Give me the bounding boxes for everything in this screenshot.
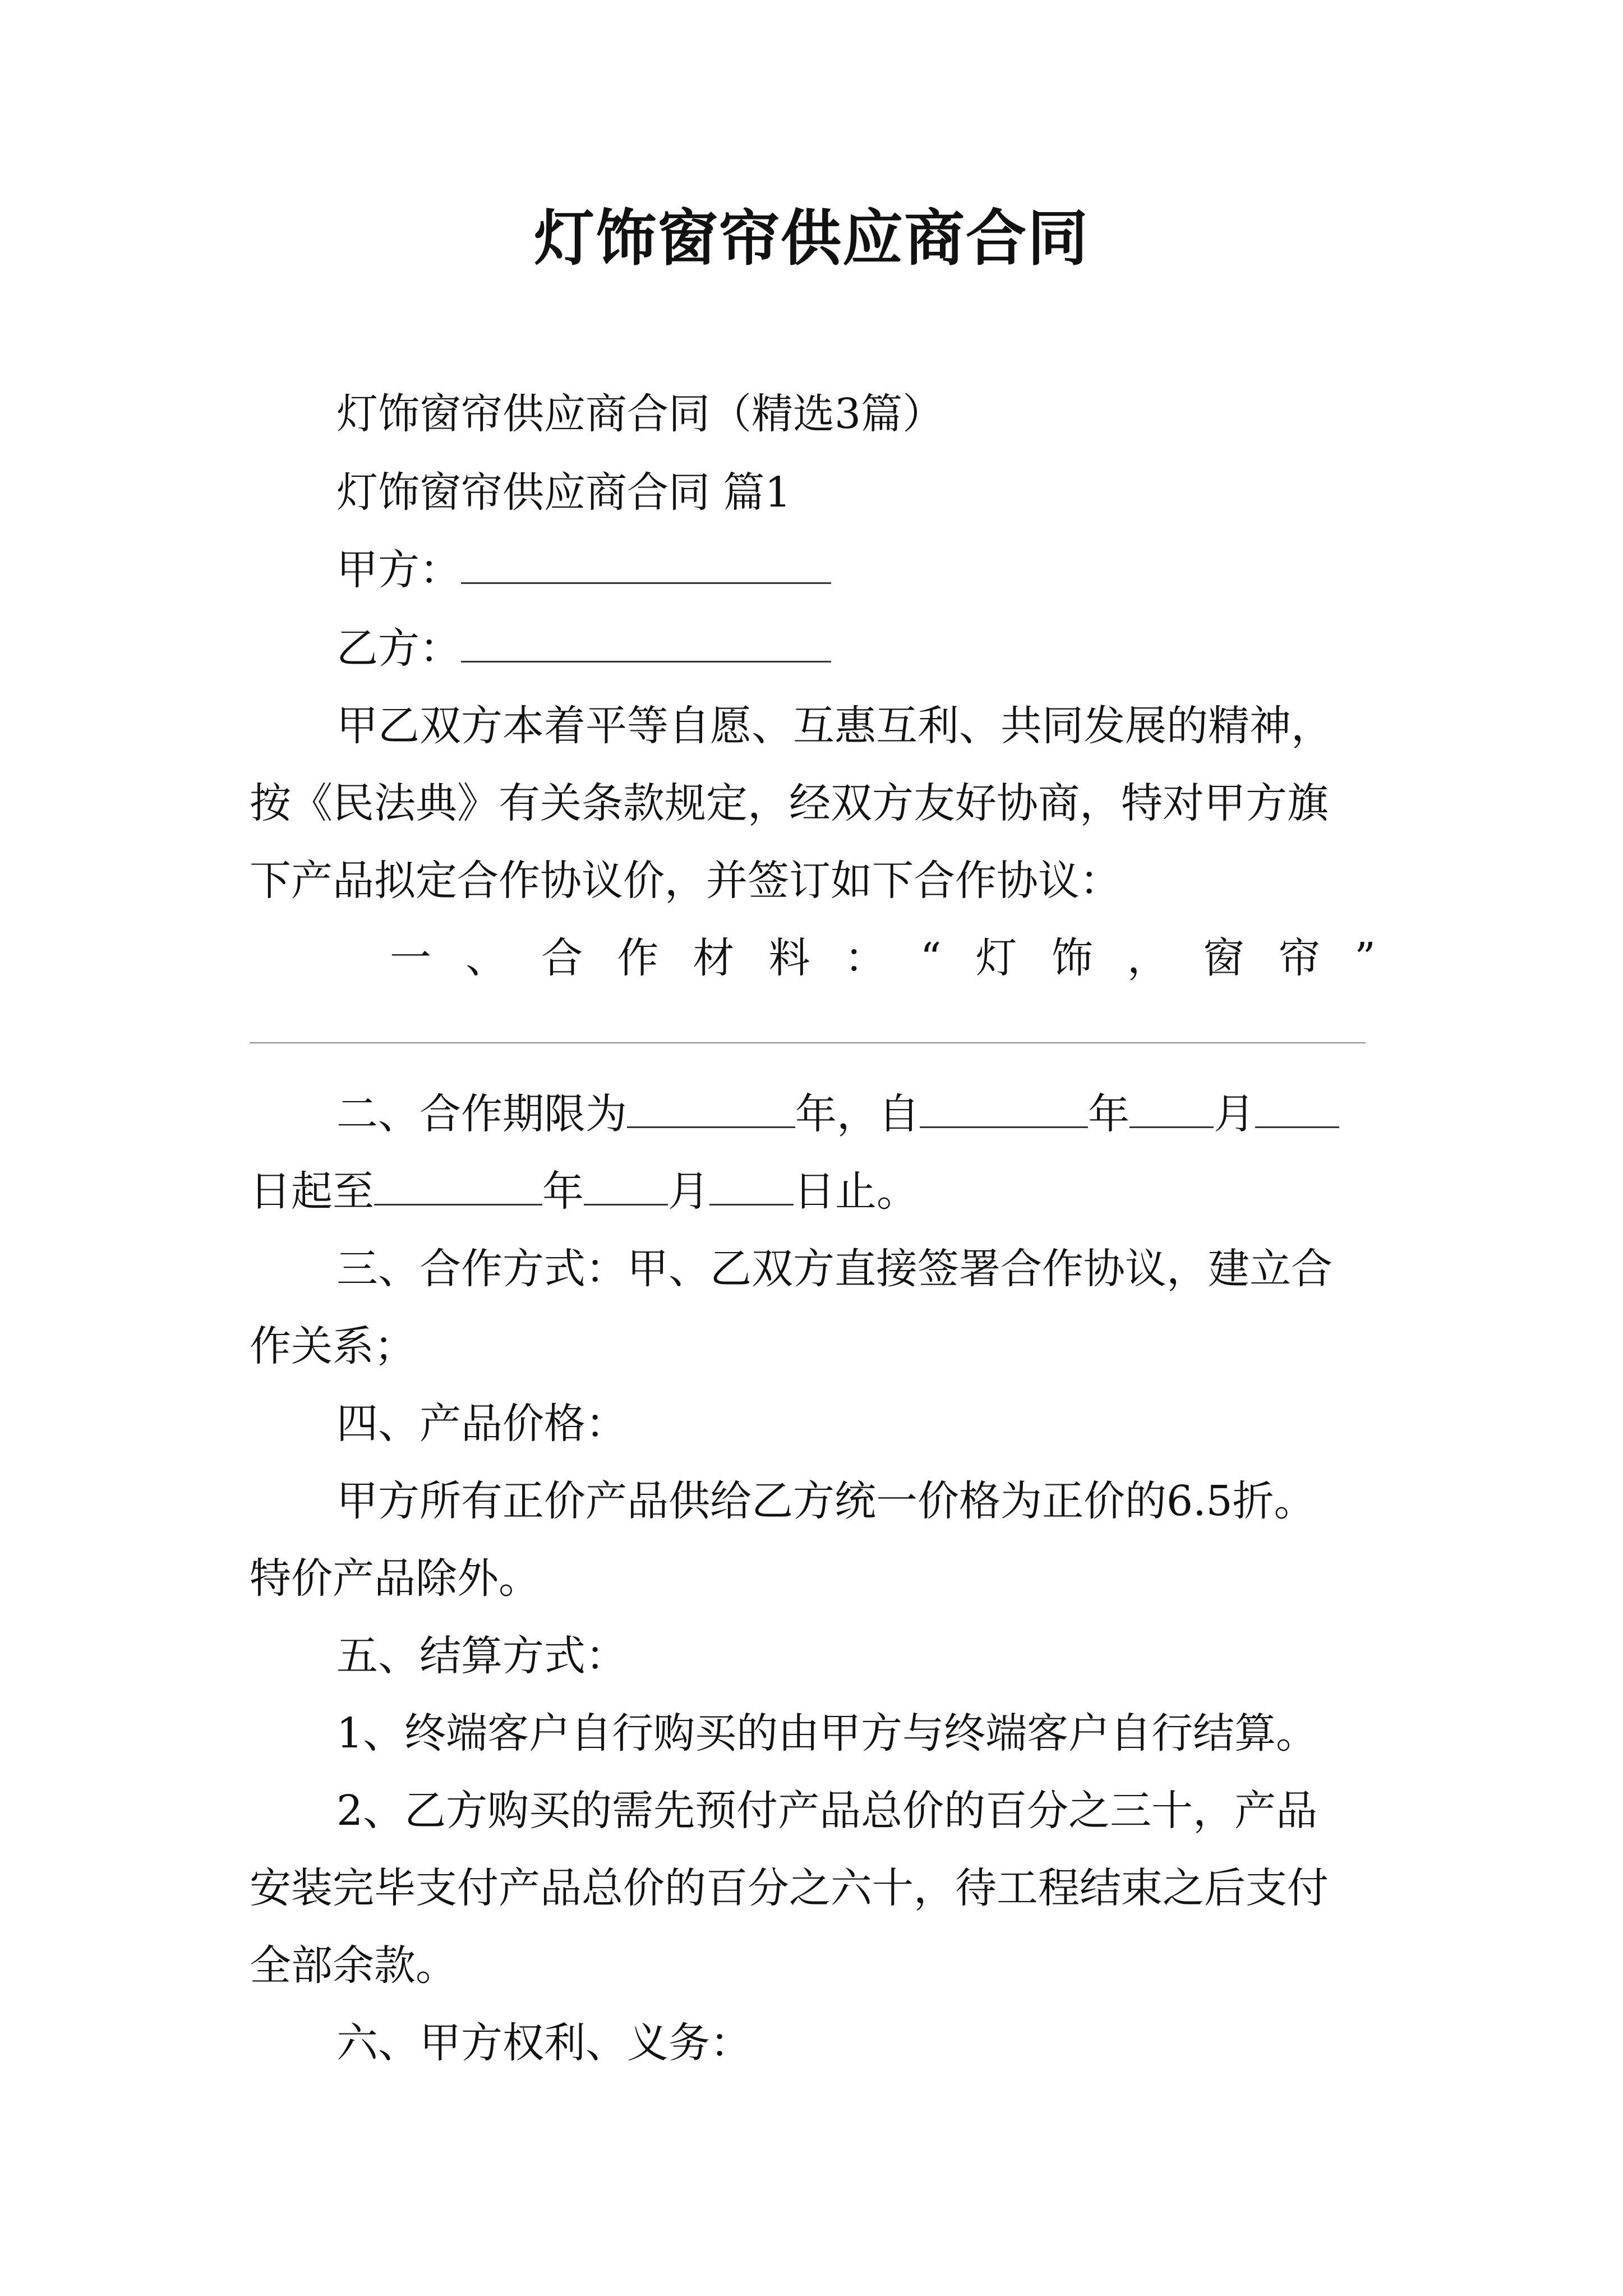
clause-4-title: 四、产品价格：	[336, 1400, 627, 1448]
clause-1-char: “	[920, 934, 942, 982]
party-a-blank	[461, 547, 831, 584]
clause-5-item-2-line-3: 全部余款。	[250, 1941, 457, 1990]
clause-2-line-1	[336, 1086, 1339, 1142]
clause-1-char: ，	[1127, 934, 1169, 982]
end-month-blank	[584, 1169, 668, 1205]
party-a-label: 甲方：	[336, 546, 461, 594]
clause-3-line-1: 三、合作方式：甲、乙双方直接签署合作协议，建立合	[336, 1245, 1332, 1293]
clause-2-text: 年	[542, 1167, 584, 1216]
term-years-blank	[627, 1092, 795, 1128]
clause-1-char: 、	[465, 934, 508, 982]
clause-2-text: 日起至	[250, 1167, 374, 1216]
clause-3-line-2: 作关系；	[250, 1322, 416, 1370]
clause-2-text: 日止。	[794, 1167, 918, 1216]
clause-2-line-2	[250, 1163, 918, 1220]
party-b-line	[336, 620, 831, 677]
clause-1-char: 合	[541, 934, 583, 982]
clause-6-title: 六、甲方权利、义务：	[336, 2019, 751, 2067]
document-title: 灯饰窗帘供应商合同	[533, 203, 1089, 274]
clause-5-title: 五、结算方式：	[336, 1632, 627, 1680]
clause-5-item-1: 1、终端客户自行购买的由甲方与终端客户自行结算。	[336, 1709, 1318, 1757]
clause-1-char: 灯	[975, 934, 1017, 982]
clause-2-text: 年，自	[795, 1090, 920, 1138]
party-a-line	[336, 542, 831, 598]
clause-1	[250, 930, 1376, 986]
intro-line-3: 下产品拟定合作协议价，并签订如下合作协议：	[250, 857, 1121, 905]
clause-1-char: 窗	[1202, 934, 1244, 982]
party-b-label: 乙方：	[336, 624, 461, 673]
clause-2-text: 年	[1088, 1090, 1129, 1138]
clause-2-text: 月	[668, 1167, 709, 1216]
clause-1-char: 一	[390, 934, 431, 982]
clause-1-char: 料	[768, 934, 810, 982]
clause-1-char: 作	[617, 934, 659, 982]
clause-1-char: 帘	[1278, 934, 1320, 982]
party-b-blank	[461, 626, 831, 662]
end-day-blank	[709, 1169, 794, 1205]
start-month-blank	[1129, 1092, 1214, 1128]
clause-5-item-2-line-1: 2、乙方购买的需先预付产品总价的百分之三十，产品	[336, 1787, 1318, 1835]
clause-1-char: ”	[1354, 934, 1376, 982]
clause-2-text: 二、合作期限为	[336, 1090, 627, 1138]
subtitle: 灯饰窗帘供应商合同（精选3篇）	[336, 390, 944, 438]
clause-1-char: 材	[693, 934, 735, 982]
clause-4-line-2: 特价产品除外。	[250, 1554, 540, 1603]
clause-4-line-1: 甲方所有正价产品供给乙方统一价格为正价的6.5折。	[336, 1477, 1316, 1525]
start-day-blank	[1255, 1092, 1339, 1128]
clause-1-char: 饰	[1051, 934, 1093, 982]
clause-1-blank-line	[250, 1042, 1366, 1043]
intro-line-1: 甲乙双方本着平等自愿、互惠互利、共同发展的精神，	[336, 702, 1332, 750]
clause-5-item-2-line-2: 安装完毕支付产品总价的百分之六十，待工程结束之后支付	[250, 1864, 1329, 1912]
intro-line-2: 按《民法典》有关条款规定，经双方友好协商，特对甲方旗	[250, 779, 1329, 827]
end-year-blank	[374, 1169, 542, 1205]
part-heading: 灯饰窗帘供应商合同 篇1	[336, 468, 791, 517]
clause-1-char: ：	[844, 934, 886, 982]
clause-2-text: 月	[1214, 1090, 1255, 1138]
start-year-blank	[920, 1092, 1088, 1128]
